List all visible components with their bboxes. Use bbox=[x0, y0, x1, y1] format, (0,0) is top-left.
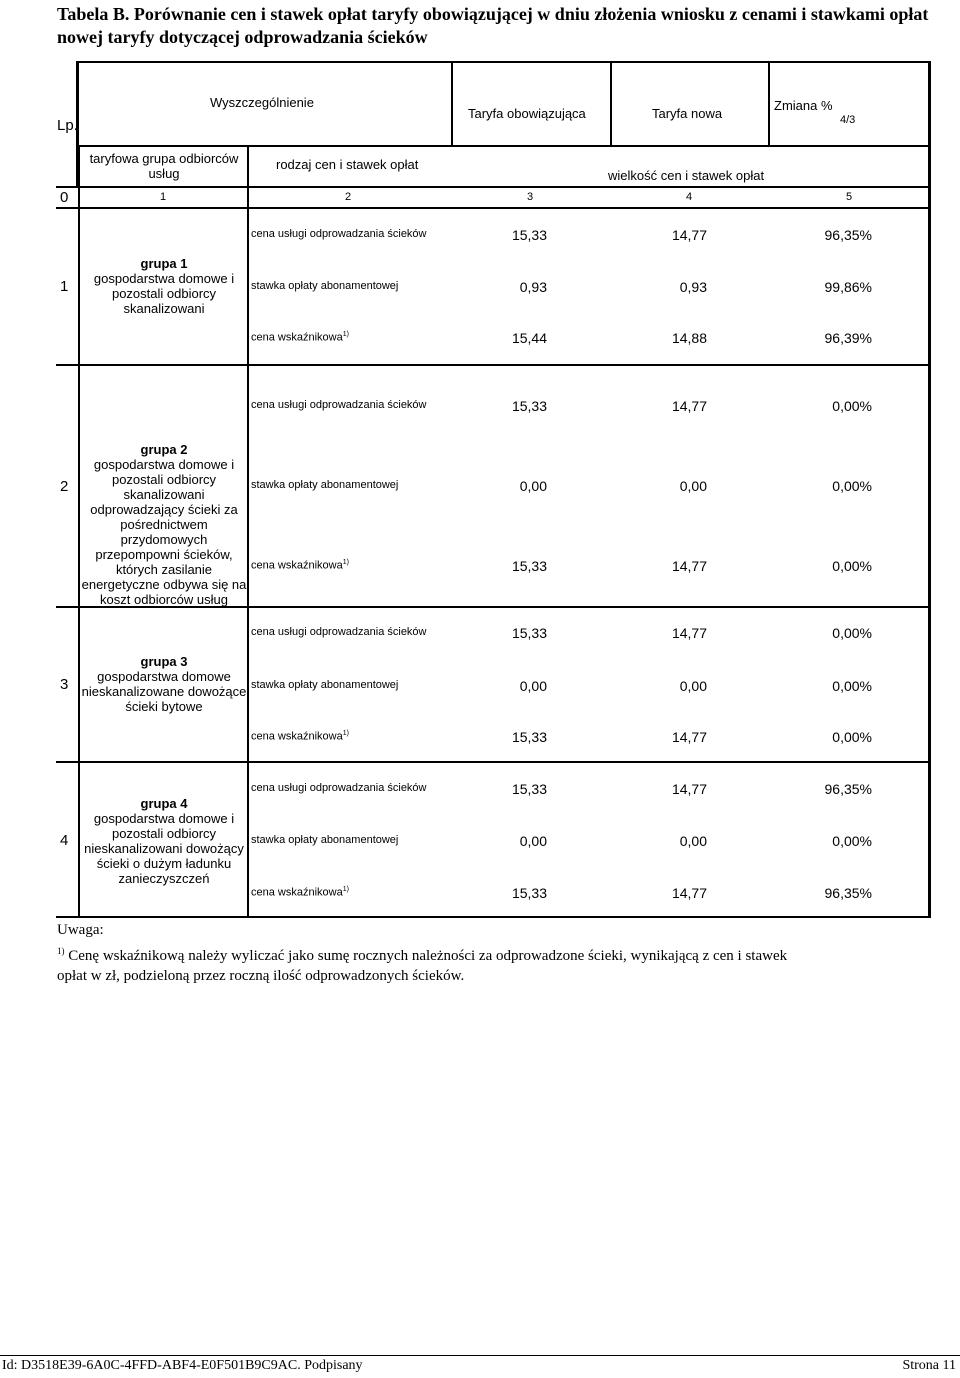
group-4-name: grupa 4 bbox=[140, 796, 188, 811]
cena-uslugi-label-text: cena usługi odprowadzania ścieków bbox=[251, 782, 427, 794]
note-body bbox=[57, 941, 817, 986]
value-obow: 15,44 bbox=[511, 330, 547, 346]
cena-uslugi-label bbox=[251, 399, 427, 411]
group-1-name: grupa 1 bbox=[140, 256, 188, 271]
value-zmiana: 96,35% bbox=[824, 885, 872, 901]
cena-wskaznikowa-label-text: cena wskaźnikowa bbox=[251, 730, 343, 743]
value-nowa: 14,77 bbox=[671, 885, 707, 901]
footnote-marker: 1) bbox=[342, 730, 349, 737]
value-obow: 15,33 bbox=[511, 885, 547, 901]
value-nowa: 0,00 bbox=[679, 833, 707, 849]
stawka-label-text: stawka opłaty abonamentowej bbox=[251, 479, 399, 491]
group-1-lp: 1 bbox=[60, 278, 69, 295]
footnote-marker: 1) bbox=[342, 331, 349, 338]
group-3-desc: gospodarstwa domowe nieskanalizowane dowożące ścieki bytowe bbox=[81, 669, 247, 714]
value-nowa: 14,77 bbox=[671, 729, 707, 745]
header-zmiana: Zmiana % bbox=[774, 98, 833, 113]
footnote-marker: 1) bbox=[342, 886, 349, 893]
footnote-marker: 1) bbox=[342, 559, 349, 566]
group-1-desc: gospodarstwa domowe i pozostali odbiorcy skanalizowani bbox=[93, 271, 235, 316]
group-4-label bbox=[80, 796, 248, 886]
stawka-label-text: stawka opłaty abonamentowej bbox=[251, 679, 399, 691]
page-title: Tabela B. Porównanie cen i stawek opłat taryfy obowiązującej w dniu złożenia wniosku z cenami i stawkami opłat nowej taryfy dotyczącej odprowadzania ścieków bbox=[57, 4, 929, 47]
cena-uslugi-label-text: cena usługi odprowadzania ścieków bbox=[251, 399, 427, 411]
value-obow: 15,33 bbox=[511, 558, 547, 574]
stawka-label bbox=[251, 834, 398, 846]
value-zmiana: 0,00% bbox=[832, 729, 872, 745]
cena-wskaznikowa-label-text: cena wskaźnikowa bbox=[251, 331, 343, 344]
colnum-0: 0 bbox=[60, 189, 69, 206]
colnum-2: 2 bbox=[345, 191, 352, 203]
value-obow: 15,33 bbox=[511, 227, 547, 243]
header-rodzaj: rodzaj cen i stawek opłat bbox=[276, 157, 419, 172]
group-2-label bbox=[80, 442, 248, 607]
cena-wskaznikowa-label bbox=[251, 886, 349, 899]
group-3-lp: 3 bbox=[60, 676, 69, 693]
cena-wskaznikowa-label bbox=[251, 331, 349, 344]
vline-header-4 bbox=[768, 62, 770, 146]
group-2-desc: gospodarstwa domowe i pozostali odbiorcy skanalizowani odprowadzający ścieki za pośrednictwem przydomowych przepompowni ścieków, których zasilanie energetyczne odbywa się na koszt odbiorców usług bbox=[81, 457, 247, 607]
colnum-4: 4 bbox=[686, 191, 693, 203]
note-sup: 1) bbox=[57, 946, 65, 956]
footer-page: Strona 11 bbox=[902, 1358, 956, 1373]
group-1-label bbox=[82, 256, 246, 316]
hline-header-bot bbox=[56, 186, 931, 188]
value-nowa: 0,00 bbox=[679, 478, 707, 494]
value-zmiana: 96,35% bbox=[824, 781, 872, 797]
value-obow: 0,93 bbox=[519, 279, 547, 295]
header-grupa: taryfowa grupa odbiorców usług bbox=[89, 151, 239, 181]
value-obow: 15,33 bbox=[511, 781, 547, 797]
cena-wskaznikowa-label-text: cena wskaźnikowa bbox=[251, 886, 343, 899]
value-zmiana: 0,00% bbox=[832, 833, 872, 849]
header-wielkosc: wielkość cen i stawek opłat bbox=[608, 168, 765, 183]
value-nowa: 0,00 bbox=[679, 678, 707, 694]
hline-g3-bot bbox=[56, 761, 931, 763]
value-zmiana: 96,39% bbox=[824, 330, 872, 346]
value-obow: 15,33 bbox=[511, 625, 547, 641]
value-nowa: 14,77 bbox=[671, 398, 707, 414]
note-heading: Uwaga: bbox=[57, 922, 104, 938]
stawka-label bbox=[251, 280, 398, 292]
stawka-label-text: stawka opłaty abonamentowej bbox=[251, 834, 399, 846]
header-taryfa-nowa: Taryfa nowa bbox=[652, 106, 723, 121]
value-obow: 0,00 bbox=[519, 478, 547, 494]
group-3-name: grupa 3 bbox=[140, 654, 188, 669]
hline-top bbox=[76, 61, 931, 63]
value-zmiana: 99,86% bbox=[824, 279, 872, 295]
stawka-label-text: stawka opłaty abonamentowej bbox=[251, 280, 399, 292]
value-zmiana: 0,00% bbox=[832, 678, 872, 694]
value-zmiana: 0,00% bbox=[832, 478, 872, 494]
header-taryfa-obowiazujaca: Taryfa obowiązująca bbox=[468, 106, 586, 121]
hline-header-mid bbox=[78, 145, 930, 147]
group-4-desc: gospodarstwa domowe i pozostali odbiorcy nieskanalizowani dowożący ścieki o dużym ładunku zanieczyszczeń bbox=[84, 811, 244, 886]
cena-wskaznikowa-label bbox=[251, 730, 349, 743]
value-nowa: 14,77 bbox=[671, 227, 707, 243]
group-2-name: grupa 2 bbox=[140, 442, 188, 457]
header-wyszczegolnienie: Wyszczególnienie bbox=[210, 95, 314, 110]
value-zmiana: 96,35% bbox=[824, 227, 872, 243]
value-nowa: 14,77 bbox=[671, 781, 707, 797]
vline-header-3 bbox=[610, 62, 612, 146]
value-nowa: 0,93 bbox=[679, 279, 707, 295]
value-nowa: 14,77 bbox=[671, 558, 707, 574]
cena-uslugi-label-text: cena usługi odprowadzania ścieków bbox=[251, 228, 427, 240]
hline-g1-bot bbox=[56, 364, 931, 366]
group-2-lp: 2 bbox=[60, 478, 69, 495]
colnum-5: 5 bbox=[846, 191, 853, 203]
header-lp: Lp. bbox=[57, 117, 78, 134]
colnum-1: 1 bbox=[160, 191, 167, 203]
cena-wskaznikowa-label bbox=[251, 559, 349, 572]
value-obow: 15,33 bbox=[511, 398, 547, 414]
note-text: Cenę wskaźnikową należy wyliczać jako sumę rocznych należności za odprowadzone ścieki, wynikającą z cen i stawek opłat w zł, podzieloną przez roczną ilość odprowadzonych ścieków. bbox=[57, 948, 788, 984]
stawka-label bbox=[251, 479, 398, 491]
value-zmiana: 0,00% bbox=[832, 398, 872, 414]
cena-uslugi-label bbox=[251, 626, 427, 638]
colnum-3: 3 bbox=[527, 191, 534, 203]
hline-g4-bot bbox=[56, 916, 931, 918]
value-nowa: 14,88 bbox=[671, 330, 707, 346]
cena-uslugi-label bbox=[251, 228, 427, 240]
cena-uslugi-label bbox=[251, 782, 427, 794]
value-obow: 15,33 bbox=[511, 729, 547, 745]
footer-id: Id: D3518E39-6A0C-4FFD-ABF4-E0F501B9C9AC. Podpisany bbox=[2, 1358, 363, 1373]
cena-uslugi-label-text: cena usługi odprowadzania ścieków bbox=[251, 626, 427, 638]
vline-right bbox=[928, 62, 931, 918]
group-4-lp: 4 bbox=[60, 832, 69, 849]
cena-wskaznikowa-label-text: cena wskaźnikowa bbox=[251, 559, 343, 572]
vline-header-2 bbox=[451, 62, 453, 146]
hline-numbers-bot bbox=[56, 207, 931, 209]
value-zmiana: 0,00% bbox=[832, 558, 872, 574]
group-3-label bbox=[78, 654, 250, 714]
value-obow: 0,00 bbox=[519, 833, 547, 849]
value-zmiana: 0,00% bbox=[832, 625, 872, 641]
stawka-label bbox=[251, 679, 398, 691]
value-obow: 0,00 bbox=[519, 678, 547, 694]
footer-rule bbox=[0, 1355, 960, 1356]
header-ratio: 4/3 bbox=[840, 114, 856, 126]
value-nowa: 14,77 bbox=[671, 625, 707, 641]
